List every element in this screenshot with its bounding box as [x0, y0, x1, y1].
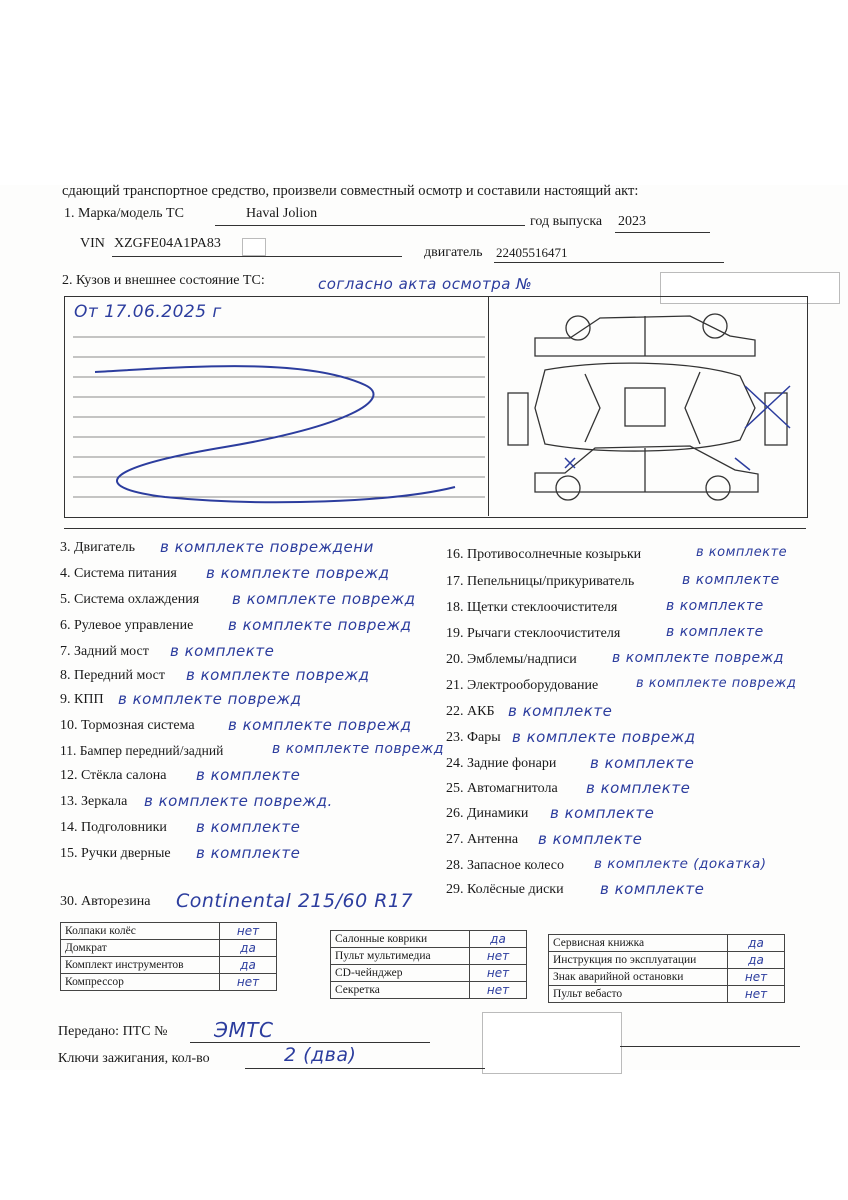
equipment-value: да — [728, 935, 785, 952]
item-value: в комплекте — [666, 598, 764, 614]
equipment-value: нет — [470, 948, 527, 965]
item-label: 19. Рычаги стеклоочистителя — [446, 626, 621, 641]
equipment-label: Пульт вебасто — [549, 986, 728, 1003]
equipment-value: нет — [470, 982, 527, 999]
item-value: в комплекте повреждени — [160, 538, 374, 556]
equipment-table-2 — [330, 930, 527, 999]
item-value: в комплекте поврежд — [636, 676, 797, 691]
pts-value: ЭМТС — [214, 1018, 274, 1042]
body-note-date: От 17.06.2025 г — [74, 302, 222, 322]
equipment-table-3 — [548, 934, 785, 1003]
item-value: в комплекте (докатка) — [594, 856, 767, 872]
item-value: в комплекте — [696, 545, 788, 560]
item-value: в комплекте поврежд — [512, 728, 696, 746]
equipment-value: да — [220, 957, 277, 974]
equipment-label: Салонные коврики — [331, 931, 470, 948]
item-label: 25. Автомагнитола — [446, 781, 558, 796]
item-label: 16. Противосолнечные козырьки — [446, 547, 642, 562]
pts-label: Передано: ПТС № — [58, 1024, 168, 1039]
item-label: 9. КПП — [60, 692, 104, 707]
item-value: в комплекте поврежд — [232, 590, 416, 608]
item-label: 27. Антенна — [446, 832, 519, 847]
item-value: в комплекте поврежд — [118, 690, 302, 708]
item-value: в комплекте — [682, 572, 780, 588]
keys-label: Ключи зажигания, кол-во — [58, 1051, 210, 1066]
equipment-value: нет — [728, 969, 785, 986]
item-label: 11. Бампер передний/задний — [60, 743, 224, 758]
item-value: в комплекте поврежд — [612, 650, 784, 666]
item-value: в комплекте поврежд. — [144, 792, 333, 810]
item-value: в комплекте поврежд — [272, 741, 444, 757]
tires-label: 30. Авторезина — [60, 894, 151, 909]
item-value: в комплекте поврежд — [186, 666, 370, 684]
intro-line: сдающий транспортное средство, произвели совместный осмотр и составили настоящий акт: — [62, 183, 639, 199]
keys-value: 2 (два) — [284, 1044, 357, 1066]
equipment-label: Инструкция по эксплуатации — [549, 952, 728, 969]
body-notes-area — [65, 297, 487, 515]
equipment-value: да — [728, 952, 785, 969]
item-label: 24. Задние фонари — [446, 756, 557, 771]
item-label: 21. Электрооборудование — [446, 678, 599, 693]
tires-value: Continental 215/60 R17 — [176, 890, 414, 912]
item-value: в комплекте — [538, 830, 643, 848]
item-label: 5. Система охлаждения — [60, 592, 200, 607]
redaction-block — [242, 238, 266, 256]
item-value: в комплекте — [586, 779, 691, 797]
item-label: 8. Передний мост — [60, 668, 165, 683]
model-value: Haval Jolion — [246, 206, 318, 221]
equipment-value: да — [220, 940, 277, 957]
item-value: в комплекте поврежд — [228, 616, 412, 634]
item-value: в комплекте — [550, 804, 655, 822]
model-label: 1. Марка/модель ТС — [64, 206, 184, 221]
vin-label: VIN — [80, 236, 105, 251]
equipment-value: нет — [470, 965, 527, 982]
item-value: в комплекте — [508, 702, 613, 720]
car-diagram — [490, 298, 804, 514]
item-label: 13. Зеркала — [60, 794, 128, 809]
item-label: 12. Стёкла салона — [60, 768, 167, 783]
equipment-label: Колпаки колёс — [61, 923, 220, 940]
year-value: 2023 — [618, 214, 646, 229]
equipment-label: CD-чейнджер — [331, 965, 470, 982]
item-label: 29. Колёсные диски — [446, 882, 564, 897]
equipment-label: Компрессор — [61, 974, 220, 991]
item-label: 10. Тормозная система — [60, 718, 195, 733]
item-label: 26. Динамики — [446, 806, 529, 821]
equipment-value: нет — [728, 986, 785, 1003]
item-value: в комплекте поврежд — [228, 716, 412, 734]
equipment-label: Пульт мультимедиа — [331, 948, 470, 965]
body-label: 2. Кузов и внешнее состояние ТС: — [62, 273, 265, 288]
engine-value: 22405516471 — [496, 245, 568, 260]
equipment-label: Домкрат — [61, 940, 220, 957]
item-value: в комплекте — [666, 624, 764, 640]
vin-value: XZGFE04A1PA83 — [114, 236, 221, 251]
item-label: 7. Задний мост — [60, 644, 149, 659]
equipment-label: Сервисная книжка — [549, 935, 728, 952]
item-label: 20. Эмблемы/надписи — [446, 652, 577, 667]
equipment-label: Секретка — [331, 982, 470, 999]
item-label: 28. Запасное колесо — [446, 858, 565, 873]
item-label: 6. Рулевое управление — [60, 618, 194, 633]
equipment-value: нет — [220, 974, 277, 991]
item-value: в комплекте поврежд — [206, 564, 390, 582]
item-label: 15. Ручки дверные — [60, 846, 171, 861]
item-label: 4. Система питания — [60, 566, 177, 581]
item-value: в комплекте — [170, 642, 275, 660]
item-label: 3. Двигатель — [60, 540, 135, 555]
body-handwritten: согласно акта осмотра № — [318, 275, 533, 293]
engine-label: двигатель — [424, 245, 483, 260]
item-label: 23. Фары — [446, 730, 501, 745]
item-label: 14. Подголовники — [60, 820, 167, 835]
item-value: в комплекте — [196, 844, 301, 862]
item-value: в комплекте — [196, 766, 301, 784]
equipment-value: да — [470, 931, 527, 948]
item-label: 22. АКБ — [446, 704, 495, 719]
redaction-block — [482, 1012, 622, 1074]
equipment-label: Знак аварийной остановки — [549, 969, 728, 986]
item-value: в комплекте — [590, 754, 695, 772]
item-value: в комплекте — [196, 818, 301, 836]
item-value: в комплекте — [600, 880, 705, 898]
equipment-label: Комплект инструментов — [61, 957, 220, 974]
item-label: 17. Пепельницы/прикуриватель — [446, 574, 635, 589]
equipment-table-1 — [60, 922, 277, 991]
item-label: 18. Щетки стеклоочистителя — [446, 600, 618, 615]
equipment-value: нет — [220, 923, 277, 940]
year-label: год выпуска — [530, 214, 603, 229]
